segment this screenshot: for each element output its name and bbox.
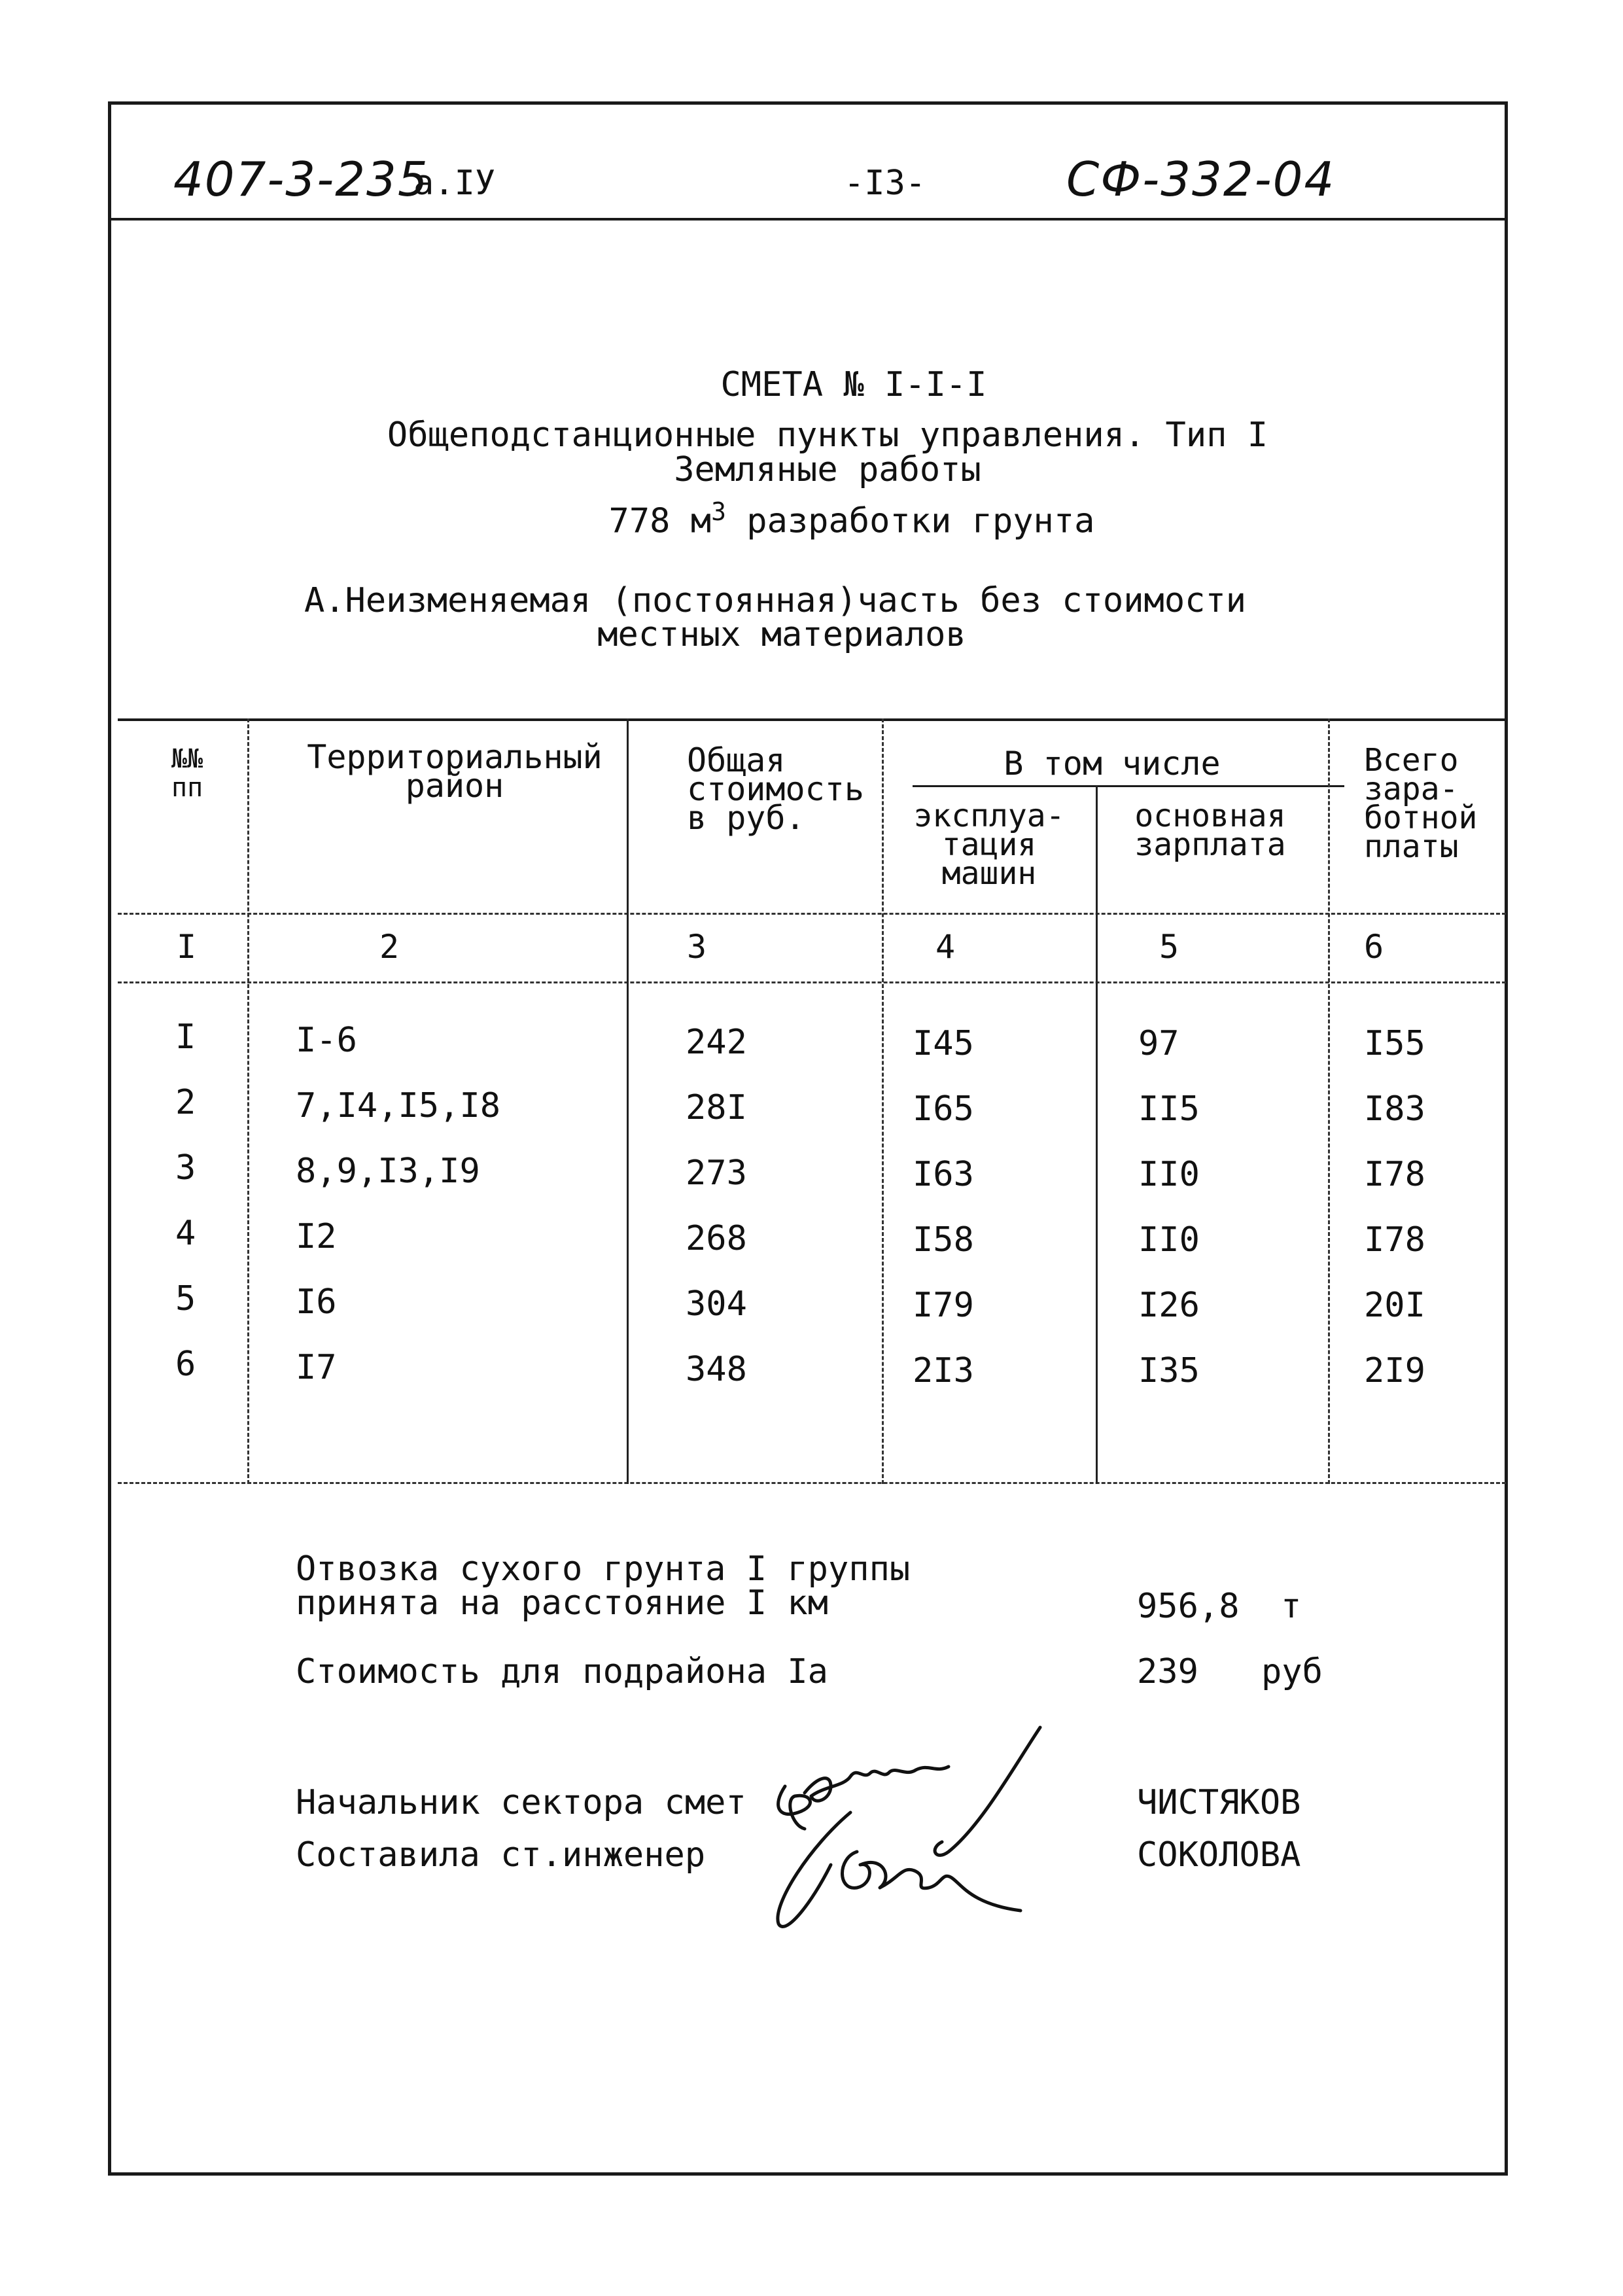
signer-role-2: Составила ст.инженер — [296, 1835, 706, 1875]
row-total: 28I — [686, 1088, 747, 1127]
row-total: 304 — [686, 1284, 747, 1324]
sheet-code: СФ-332-04 — [1066, 152, 1336, 207]
row-num: 5 — [175, 1279, 196, 1318]
row-total: 273 — [686, 1154, 747, 1193]
estimate-title: СМЕТА № I-I-I — [720, 365, 987, 404]
header-machines: эксплуа- тация машин — [913, 798, 1065, 892]
column-number-4: 4 — [935, 928, 956, 966]
row-total: 242 — [686, 1023, 747, 1062]
row-region: I6 — [296, 1282, 337, 1322]
part-heading-cont: местных материалов — [597, 615, 966, 654]
col-divider-4 — [1096, 785, 1098, 1484]
row-total: 268 — [686, 1219, 747, 1258]
page-number: -I3- — [844, 164, 926, 203]
row-salary: II5 — [1138, 1089, 1200, 1129]
row-salary: II0 — [1138, 1155, 1200, 1194]
header-total: Общая стоимость в руб. — [687, 741, 864, 837]
estimate-work-type: Земляные работы — [674, 450, 981, 489]
haul-unit: т — [1281, 1587, 1302, 1626]
row-machines: I58 — [913, 1220, 974, 1260]
row-machines: I45 — [913, 1024, 974, 1063]
column-number-3: 3 — [687, 928, 707, 966]
row-region: 8,9,I3,I9 — [296, 1152, 480, 1191]
column-number-rule — [118, 981, 1506, 983]
row-total-salary: I78 — [1364, 1155, 1425, 1194]
volume-text: 778 м — [608, 501, 712, 541]
album-number: а.IУ — [413, 164, 496, 203]
volume-description: разработки грунта — [725, 501, 1095, 541]
column-number-1: I — [177, 928, 197, 966]
column-number-5: 5 — [1159, 928, 1179, 966]
header-divider — [110, 218, 1506, 221]
header-num: №№ пп — [171, 744, 203, 803]
row-salary: I35 — [1138, 1351, 1200, 1390]
header-region: Территориальный район — [307, 738, 602, 805]
volume-exponent: 3 — [711, 497, 726, 526]
row-total-salary: I55 — [1364, 1024, 1425, 1063]
col-divider-3 — [882, 718, 884, 1484]
row-region: I2 — [296, 1217, 337, 1256]
haul-note-line2: принята на расстояние I км — [296, 1583, 828, 1623]
header-total-salary: Всего зара- ботной платы — [1364, 742, 1478, 865]
header-bottom-rule — [118, 913, 1506, 915]
subheader-rule — [913, 785, 1344, 787]
cost-value: 239 — [1137, 1652, 1198, 1691]
row-num: I — [175, 1017, 196, 1057]
estimate-volume — [609, 497, 1095, 540]
row-total-salary: 20I — [1364, 1286, 1425, 1325]
row-num: 2 — [175, 1083, 196, 1122]
row-num: 3 — [175, 1148, 196, 1188]
cost-label: Стоимость для подрайона Iа — [296, 1652, 828, 1691]
row-machines: I65 — [913, 1089, 974, 1129]
row-total-salary: I83 — [1364, 1089, 1425, 1129]
cost-unit: руб — [1261, 1652, 1323, 1691]
row-machines: I79 — [913, 1286, 974, 1325]
col-divider-1 — [247, 718, 249, 1484]
row-salary: I26 — [1138, 1286, 1200, 1325]
row-region: 7,I4,I5,I8 — [296, 1086, 501, 1125]
row-total-salary: 2I9 — [1364, 1351, 1425, 1390]
row-salary: II0 — [1138, 1220, 1200, 1260]
handwritten-signature — [733, 1714, 1047, 1937]
row-region: I7 — [296, 1348, 337, 1387]
row-machines: 2I3 — [913, 1351, 974, 1390]
estimate-subject: Общеподстанционные пункты управления. Тип I — [387, 415, 1268, 455]
table-top-rule — [118, 718, 1506, 721]
col-divider-2 — [627, 718, 629, 1484]
column-number-6: 6 — [1364, 928, 1384, 966]
row-machines: I63 — [913, 1155, 974, 1194]
haul-note-line1: Отвозка сухого грунта I группы — [296, 1549, 911, 1589]
part-heading: А.Неизменяемая (постоянная)часть без стоимости — [304, 581, 1247, 620]
row-region: I-6 — [296, 1021, 357, 1060]
header-salary: основная зарплата — [1134, 798, 1286, 863]
signer-name-1: ЧИСТЯКОВ — [1137, 1783, 1301, 1822]
column-number-2: 2 — [379, 928, 400, 966]
row-total-salary: I78 — [1364, 1220, 1425, 1260]
row-num: 6 — [175, 1345, 196, 1384]
signer-name-2: СОКОЛОВА — [1137, 1835, 1301, 1875]
row-total: 348 — [686, 1350, 747, 1389]
haul-value: 956,8 — [1137, 1587, 1240, 1626]
document-code: 407-3-235 — [173, 152, 429, 207]
row-salary: 97 — [1138, 1024, 1179, 1063]
col-divider-5 — [1328, 718, 1330, 1484]
table-bottom-rule — [118, 1482, 1506, 1484]
signer-role-1: Начальник сектора смет — [296, 1783, 746, 1822]
row-num: 4 — [175, 1214, 196, 1253]
header-including: В том числе — [1003, 745, 1221, 783]
